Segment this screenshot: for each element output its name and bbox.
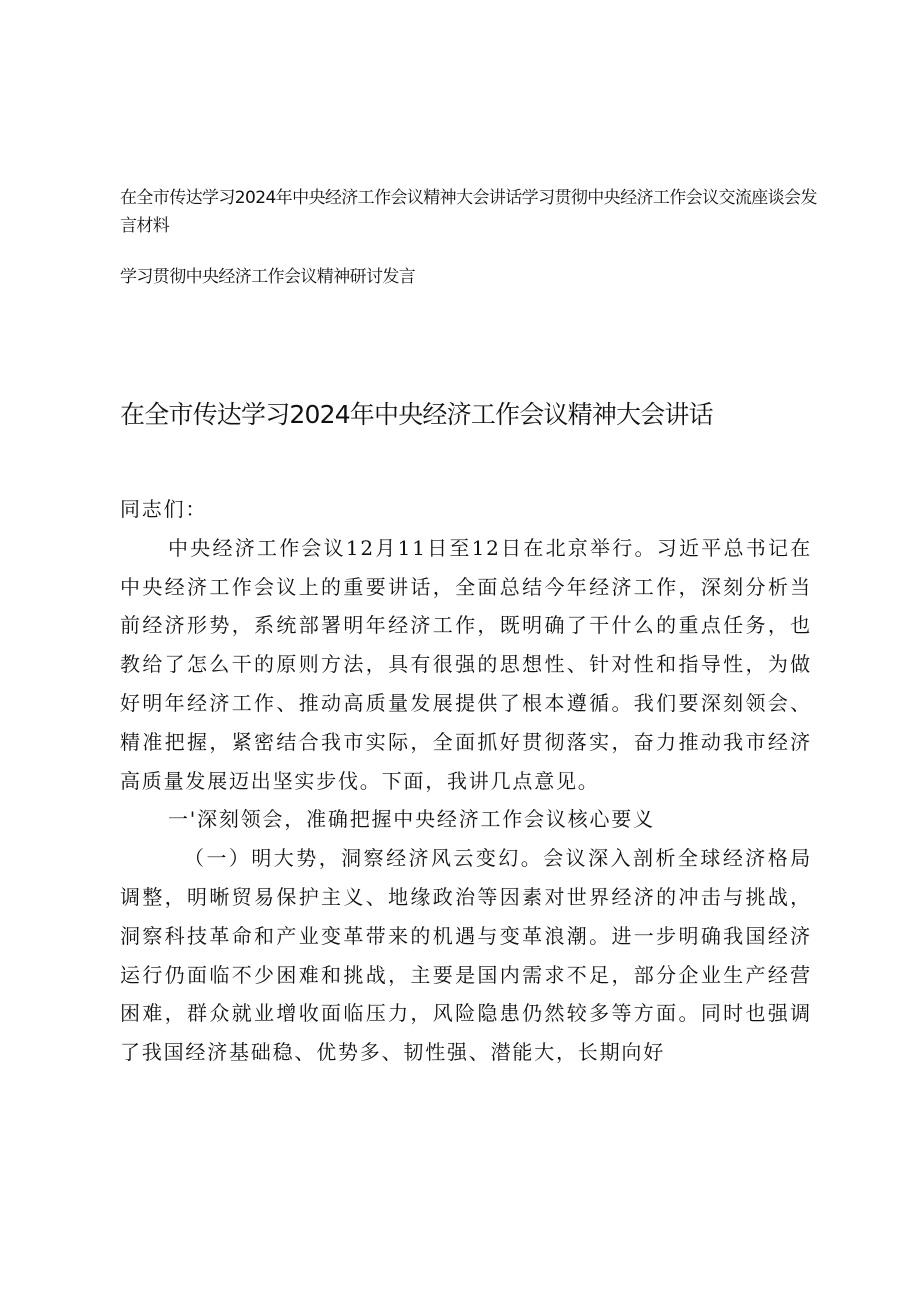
related-article-title: 学习贯彻中央经济工作会议精神研讨发言 — [120, 267, 416, 287]
document-title: 在全市传达学习2024年中央经济工作会议精神大会讲话 — [120, 400, 713, 429]
document-body — [120, 490, 812, 1072]
related-articles-list — [120, 184, 820, 291]
greeting: 同志们： — [120, 497, 208, 521]
section-heading: 一'深刻领会，准确把握中央经济工作会议核心要义 — [168, 807, 655, 832]
body-paragraph: 中央经济工作会议12月11日至12日在北京举行。习近平总书记在中央经济工作会议上的重要讲话，全面总结今年经济工作，深刻分析当前经济形势，系统部署明年经济工作，既明确了干什么的重点任务，也教给了怎么干的原则方法，具有很强的思想性、针对性和指导性，为做好明年经济工作、推动高质量发展提供了根本遵循。我们要深刻领会、精准把握，紧密结合我市实际，全面抓好贯彻落实，奋力推动我市经济高质量发展迈出坚实步伐。下面，我讲几点意见。 — [120, 535, 812, 793]
related-article-title: 在全市传达学习2024年中央经济工作会议精神大会讲话学习贯彻中央经济工作会议交流座谈会发言材料 — [120, 188, 817, 236]
body-paragraph: （一）明大势，洞察经济风云变幻。会议深入剖析全球经济格局调整，明晰贸易保护主义、地缘政治等因素对世界经济的冲击与挑战，洞察科技革命和产业变革带来的机遇与变革浪潮。进一步明确我国经济运行仍面临不少困难和挑战，主要是国内需求不足，部分企业生产经营困难，群众就业增收面临压力，风险隐患仍然较多等方面。同时也强调了我国经济基础稳、优势多、韧性强、潜能大，长期向好 — [120, 846, 812, 1065]
